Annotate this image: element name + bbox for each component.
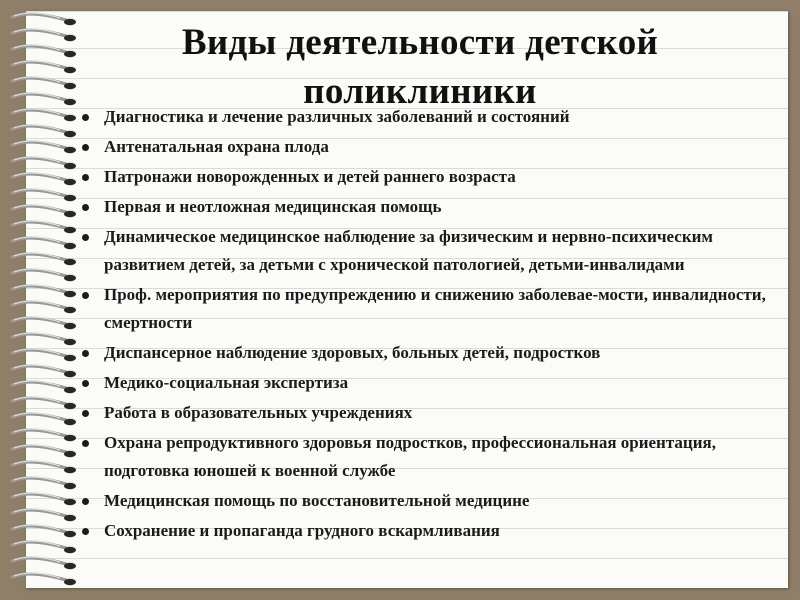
binding-ring-icon bbox=[12, 509, 76, 521]
binding-ring-icon bbox=[12, 333, 76, 345]
bullet-icon bbox=[82, 498, 89, 505]
binding-ring-icon bbox=[12, 525, 76, 537]
binding-ring-icon bbox=[12, 269, 76, 281]
title-line-1: Виды деятельности детской bbox=[181, 22, 659, 63]
bullet-icon bbox=[82, 204, 89, 211]
binding-ring-icon bbox=[12, 301, 76, 313]
list-item bbox=[78, 429, 790, 485]
binding-ring-icon bbox=[12, 205, 76, 217]
binding-ring-icon bbox=[12, 365, 76, 377]
binding-ring-icon bbox=[12, 237, 76, 249]
binding-ring-icon bbox=[12, 445, 76, 457]
list-item bbox=[78, 281, 790, 337]
binding-ring-icon bbox=[12, 93, 76, 105]
binding-ring-icon bbox=[12, 477, 76, 489]
list-item-text: Первая и неотложная медицинская помощь bbox=[104, 197, 442, 216]
binding-ring-icon bbox=[12, 253, 76, 265]
list-item bbox=[78, 133, 790, 161]
binding-ring-icon bbox=[12, 77, 76, 89]
list-item-text: Медицинская помощь по восстановительной медицине bbox=[104, 491, 530, 510]
bullet-icon bbox=[82, 292, 89, 299]
bullet-icon bbox=[82, 380, 89, 387]
bullet-icon bbox=[82, 174, 89, 181]
list-item bbox=[78, 103, 790, 131]
binding-ring-icon bbox=[12, 381, 76, 393]
list-item-text: Динамическое медицинское наблюдение за физическим и нервно-психическим развитием детей, за детьми с хронической патологией, детьми-инвалидами bbox=[104, 227, 713, 274]
binding-ring-icon bbox=[12, 13, 76, 25]
list-item-text: Сохранение и пропаганда грудного вскармливания bbox=[104, 521, 500, 540]
binding-ring-icon bbox=[12, 109, 76, 121]
list-item-text: Диагностика и лечение различных заболеваний и состояний bbox=[104, 107, 570, 126]
binding-ring-icon bbox=[12, 429, 76, 441]
binding-ring-icon bbox=[12, 141, 76, 153]
binding-ring-icon bbox=[12, 461, 76, 473]
bullet-icon bbox=[82, 440, 89, 447]
list-item-text: Охрана репродуктивного здоровья подростков, профессиональная ориентация, подготовка юношей к военной службе bbox=[104, 433, 716, 480]
binding-ring-icon bbox=[12, 45, 76, 57]
list-item-text: Медико-социальная экспертиза bbox=[104, 373, 349, 392]
slide-title bbox=[100, 18, 740, 116]
bullet-icon bbox=[82, 234, 89, 241]
title-line-2: поликлиники bbox=[303, 71, 537, 112]
list-item bbox=[78, 223, 790, 279]
binding-ring-icon bbox=[12, 29, 76, 41]
activities-list bbox=[78, 103, 790, 547]
binding-ring-icon bbox=[12, 125, 76, 137]
list-item bbox=[78, 517, 790, 545]
list-item-text: Диспансерное наблюдение здоровых, больных детей, подростков bbox=[104, 343, 601, 362]
binding-ring-icon bbox=[12, 221, 76, 233]
binding-ring-icon bbox=[12, 349, 76, 361]
binding-ring-icon bbox=[12, 397, 76, 409]
binding-ring-icon bbox=[12, 541, 76, 553]
binding-ring-icon bbox=[12, 61, 76, 73]
binding-ring-icon bbox=[12, 285, 76, 297]
bullet-icon bbox=[82, 144, 89, 151]
bullet-icon bbox=[82, 114, 89, 121]
binding-ring-icon bbox=[12, 173, 76, 185]
bullet-icon bbox=[82, 410, 89, 417]
list-item-text: Проф. мероприятия по предупреждению и снижению заболевае-мости, инвалидности, смертности bbox=[104, 285, 766, 332]
list-item-text: Работа в образовательных учреждениях bbox=[104, 403, 413, 422]
bullet-icon bbox=[82, 528, 89, 535]
binding-ring-icon bbox=[12, 557, 76, 569]
binding-ring-icon bbox=[12, 493, 76, 505]
list-item-text: Антенатальная охрана плода bbox=[104, 137, 329, 156]
list-item bbox=[78, 163, 790, 191]
list-item bbox=[78, 399, 790, 427]
binding-ring-icon bbox=[12, 573, 76, 585]
bullet-icon bbox=[82, 350, 89, 357]
list-item-text: Патронажи новорожденных и детей раннего возраста bbox=[104, 167, 516, 186]
list-item bbox=[78, 369, 790, 397]
list-item bbox=[78, 339, 790, 367]
binding-ring-icon bbox=[12, 157, 76, 169]
binding-ring-icon bbox=[12, 317, 76, 329]
list-item bbox=[78, 487, 790, 515]
binding-ring-icon bbox=[12, 413, 76, 425]
list-item bbox=[78, 193, 790, 221]
binding-ring-icon bbox=[12, 189, 76, 201]
